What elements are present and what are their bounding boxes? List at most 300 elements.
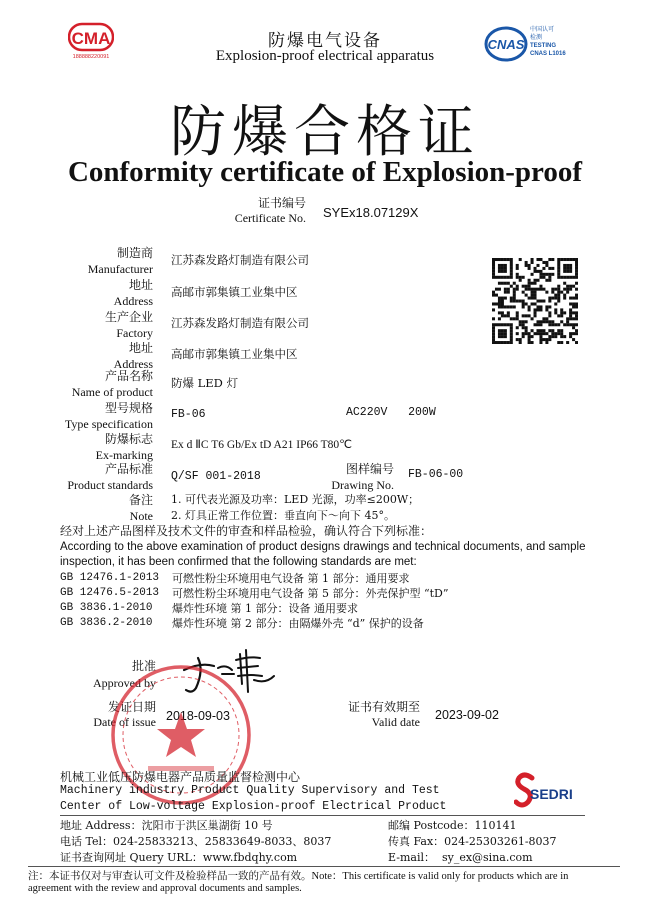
qr-module (498, 323, 501, 326)
qr-module (569, 264, 572, 267)
qr-module (572, 276, 575, 279)
qr-module (531, 282, 534, 285)
qr-module (548, 320, 551, 323)
qr-module (519, 323, 522, 326)
qr-module (542, 338, 545, 341)
qr-module (531, 302, 534, 305)
qr-module (516, 267, 519, 270)
qr-module (572, 258, 575, 261)
qr-module (560, 341, 563, 344)
qr-module (548, 273, 551, 276)
qr-module (510, 323, 513, 326)
qr-module (575, 323, 578, 326)
qr-module (560, 258, 563, 261)
qr-module (525, 285, 528, 288)
qr-module (563, 267, 566, 270)
qr-module (557, 332, 560, 335)
valid-label-cn: 证书有效期至 (347, 700, 420, 714)
qr-module (498, 267, 501, 270)
qr-module (557, 329, 560, 332)
qr-module (557, 258, 560, 261)
qr-module (525, 332, 528, 335)
qr-module (572, 323, 575, 326)
qr-module (560, 311, 563, 314)
qr-module (516, 326, 519, 329)
qr-module (554, 335, 557, 338)
address1-label (0, 277, 153, 309)
qr-module (504, 291, 507, 294)
qr-module (557, 267, 560, 270)
qr-module (548, 305, 551, 308)
qr-module (510, 261, 513, 264)
qr-module (575, 270, 578, 273)
qr-module (572, 311, 575, 314)
qr-module (522, 276, 525, 279)
qr-module (528, 285, 531, 288)
qr-module (539, 258, 542, 261)
qr-module (572, 302, 575, 305)
qr-module (501, 311, 504, 314)
qr-module (501, 264, 504, 267)
qr-module (510, 267, 513, 270)
qr-module (498, 288, 501, 291)
qr-module (539, 308, 542, 311)
qr-module (566, 291, 569, 294)
qr-module (495, 288, 498, 291)
qr-module (504, 297, 507, 300)
qr-module (575, 267, 578, 270)
product-label (0, 368, 153, 400)
qr-module (557, 297, 560, 300)
qr-module (513, 317, 516, 320)
qr-module (542, 288, 545, 291)
qr-module (513, 297, 516, 300)
qr-module (492, 302, 495, 305)
qr-module (560, 320, 563, 323)
qr-module (516, 276, 519, 279)
qr-module (519, 300, 522, 303)
qr-module (498, 335, 501, 338)
qr-module (542, 332, 545, 335)
qr-module (498, 302, 501, 305)
qr-module (516, 332, 519, 335)
qr-module (575, 305, 578, 308)
address2-value: 高邮市郭集镇工业集中区 (171, 347, 298, 361)
qr-module (531, 288, 534, 291)
qr-module (566, 264, 569, 267)
note-line-2: 2. 灯具正常工作位置：垂直向下～向下 45°。 (171, 509, 395, 522)
qr-module (569, 335, 572, 338)
qr-module (539, 323, 542, 326)
qr-module (510, 258, 513, 261)
qr-module (522, 291, 525, 294)
qr-module (504, 276, 507, 279)
qr-module (554, 302, 557, 305)
qr-module (492, 291, 495, 294)
qr-module (510, 305, 513, 308)
qr-module (501, 276, 504, 279)
type-value: FB-06 (171, 408, 206, 421)
qr-module (536, 320, 539, 323)
qr-module (516, 300, 519, 303)
qr-module (548, 297, 551, 300)
type-label-cn: 型号规格 (104, 401, 153, 415)
qr-module (575, 273, 578, 276)
qr-module (557, 270, 560, 273)
standard-number: GB 12476.5-2013 (60, 587, 160, 599)
qr-module (507, 323, 510, 326)
valid-label (330, 700, 420, 730)
qr-module (492, 338, 495, 341)
qr-module (569, 308, 572, 311)
sedri-text: SEDRI (530, 786, 573, 802)
qr-module (551, 323, 554, 326)
main-title-cn: 防爆合格证 (170, 100, 480, 165)
qr-module (519, 338, 522, 341)
qr-module (545, 305, 548, 308)
organization-cn: 机械工业低压防爆电器产品质量监督检测中心 (60, 770, 301, 784)
qr-module (572, 317, 575, 320)
qr-module (539, 285, 542, 288)
qr-module (548, 311, 551, 314)
statement-en-2: inspection, it has been confirmed that the following standards are met: (60, 556, 417, 568)
qr-module (575, 314, 578, 317)
qr-module (551, 335, 554, 338)
qr-module (557, 285, 560, 288)
type-label (0, 400, 153, 432)
qr-module (566, 267, 569, 270)
issue-label-en: Date of issue (93, 715, 156, 729)
qr-module (542, 300, 545, 303)
qr-module (569, 276, 572, 279)
organization-en-1: Machinery industry Product Quality Supervisory and Test (60, 784, 440, 797)
certificate-label (220, 196, 306, 226)
qr-module (531, 273, 534, 276)
qr-module (572, 297, 575, 300)
drawing-value: FB-06-00 (408, 468, 464, 481)
qr-module (569, 297, 572, 300)
qr-module (575, 294, 578, 297)
qr-module (501, 267, 504, 270)
qr-module (551, 297, 554, 300)
qr-module (542, 267, 545, 270)
header-title-en: Explosion-proof electrical apparatus (215, 48, 435, 64)
qr-module (575, 329, 578, 332)
qr-module (539, 338, 542, 341)
qr-module (551, 258, 554, 261)
approved-label-cn: 批准 (131, 659, 156, 673)
qr-module (492, 323, 495, 326)
qr-module (545, 341, 548, 344)
divider (60, 815, 585, 816)
qr-module (563, 258, 566, 261)
qr-module (525, 329, 528, 332)
qr-module (504, 270, 507, 273)
qr-module (501, 258, 504, 261)
qr-module (545, 261, 548, 264)
factory-label-en: Factory (116, 326, 153, 340)
qr-module (534, 282, 537, 285)
qr-module (534, 291, 537, 294)
qr-module (522, 300, 525, 303)
qr-module (492, 326, 495, 329)
qr-module (569, 267, 572, 270)
qr-module (525, 314, 528, 317)
footnote-line-1: 注：本证书仅对与审查认可文件及检验样品一致的产品有效。Note：This certificate is valid only for products which are in (28, 871, 569, 882)
qr-module (569, 317, 572, 320)
qr-module (519, 341, 522, 344)
qr-module (551, 267, 554, 270)
qr-module (528, 288, 531, 291)
qr-module (492, 267, 495, 270)
qr-module (572, 305, 575, 308)
standard-name: 爆炸性环境 第 2 部分：由隔爆外壳 “d” 保护的设备 (172, 617, 424, 630)
qr-module (557, 341, 560, 344)
qr-module (536, 332, 539, 335)
qr-module (498, 317, 501, 320)
qr-module (563, 276, 566, 279)
qr-module (525, 261, 528, 264)
qr-module (507, 288, 510, 291)
qr-module (560, 314, 563, 317)
standards-label-en: Product standards (67, 478, 153, 492)
qr-module (501, 332, 504, 335)
qr-module (548, 335, 551, 338)
qr-module (531, 261, 534, 264)
qr-code (492, 258, 578, 344)
qr-module (548, 279, 551, 282)
qr-module (507, 291, 510, 294)
cnas-mark: CNAS (487, 37, 525, 52)
certificate-label-cn: 证书编号 (257, 196, 306, 210)
qr-module (563, 297, 566, 300)
qr-module (575, 311, 578, 314)
approved-label-en: Approved by (93, 676, 156, 690)
product-label-cn: 产品名称 (104, 369, 153, 383)
qr-module (566, 276, 569, 279)
qr-module (563, 264, 566, 267)
qr-module (575, 282, 578, 285)
qr-module (504, 314, 507, 317)
qr-module (534, 314, 537, 317)
contact-query-url: 证书查询网址 Query URL：www.fbdqhy.com (60, 851, 298, 864)
qr-module (528, 267, 531, 270)
qr-module (536, 308, 539, 311)
qr-module (531, 258, 534, 261)
qr-module (504, 288, 507, 291)
qr-module (545, 273, 548, 276)
qr-module (531, 335, 534, 338)
qr-module (501, 270, 504, 273)
qr-module (492, 276, 495, 279)
qr-module (516, 288, 519, 291)
qr-module (551, 288, 554, 291)
qr-module (557, 314, 560, 317)
note-label-en: Note (129, 509, 153, 523)
certificate-number: SYEx18.07129X (323, 205, 419, 220)
qr-module (569, 314, 572, 317)
qr-module (566, 320, 569, 323)
issue-date: 2018-09-03 (166, 709, 230, 723)
qr-module (554, 294, 557, 297)
qr-module (548, 276, 551, 279)
qr-module (522, 335, 525, 338)
qr-module (510, 329, 513, 332)
qr-module (528, 264, 531, 267)
address1-label-en: Address (113, 294, 153, 308)
qr-module (572, 338, 575, 341)
qr-module (528, 335, 531, 338)
qr-module (534, 302, 537, 305)
qr-module (569, 270, 572, 273)
qr-module (504, 267, 507, 270)
standard-name: 可燃性粉尘环境用电气设备 第 5 部分：外壳保护型 “tD” (172, 587, 449, 600)
qr-module (507, 314, 510, 317)
qr-module (525, 302, 528, 305)
qr-module (542, 261, 545, 264)
standard-number: GB 3836.2-2010 (60, 617, 153, 629)
qr-module (513, 291, 516, 294)
qr-module (522, 323, 525, 326)
qr-module (498, 258, 501, 261)
qr-module (557, 273, 560, 276)
qr-module (513, 300, 516, 303)
qr-module (554, 288, 557, 291)
cma-mark: CMA (71, 29, 111, 48)
qr-module (498, 282, 501, 285)
qr-module (548, 338, 551, 341)
qr-module (510, 317, 513, 320)
qr-module (539, 300, 542, 303)
qr-module (492, 317, 495, 320)
qr-module (563, 294, 566, 297)
qr-module (575, 264, 578, 267)
qr-module (554, 332, 557, 335)
note-label-cn: 备注 (128, 493, 153, 507)
qr-module (513, 294, 516, 297)
qr-module (575, 258, 578, 261)
manufacturer-label-en: Manufacturer (87, 262, 153, 276)
qr-module (507, 311, 510, 314)
qr-module (551, 332, 554, 335)
exmarking-label-en: Ex-marking (95, 448, 153, 462)
qr-module (557, 291, 560, 294)
qr-module (522, 332, 525, 335)
qr-module (554, 308, 557, 311)
qr-module (519, 320, 522, 323)
qr-module (539, 288, 542, 291)
qr-module (566, 285, 569, 288)
qr-module (498, 264, 501, 267)
qr-module (501, 323, 504, 326)
qr-module (510, 335, 513, 338)
qr-module (539, 305, 542, 308)
qr-module (548, 314, 551, 317)
qr-module (498, 276, 501, 279)
drawing-label (320, 461, 394, 493)
qr-module (525, 294, 528, 297)
qr-module (548, 258, 551, 261)
note-label (0, 492, 153, 524)
qr-module (504, 323, 507, 326)
factory-label-cn: 生产企业 (104, 310, 153, 324)
standards-label-cn: 产品标准 (104, 462, 153, 476)
qr-module (516, 311, 519, 314)
qr-module (575, 288, 578, 291)
standards-value: Q/SF 001-2018 (171, 470, 261, 483)
qr-module (495, 276, 498, 279)
qr-module (539, 329, 542, 332)
qr-module (536, 270, 539, 273)
qr-module (498, 329, 501, 332)
qr-module (498, 341, 501, 344)
qr-module (516, 338, 519, 341)
qr-module (575, 297, 578, 300)
qr-module (507, 341, 510, 344)
qr-module (501, 314, 504, 317)
sedri-logo (514, 770, 576, 810)
qr-module (572, 332, 575, 335)
manufacturer-label (0, 245, 153, 277)
statement-en-1: According to the above examination of product designs drawings and technical documents, and sample (60, 541, 586, 553)
qr-module (554, 323, 557, 326)
qr-module (575, 341, 578, 344)
cma-number: 188888220091 (72, 54, 110, 60)
qr-module (566, 258, 569, 261)
qr-module (498, 270, 501, 273)
qr-module (501, 297, 504, 300)
qr-module (519, 276, 522, 279)
qr-module (501, 329, 504, 332)
qr-module (522, 302, 525, 305)
qr-module (575, 276, 578, 279)
qr-module (510, 276, 513, 279)
qr-module (557, 294, 560, 297)
qr-module (536, 264, 539, 267)
qr-module (554, 311, 557, 314)
cnas-line-1: 中国认可 (530, 26, 555, 33)
qr-module (528, 332, 531, 335)
qr-module (557, 288, 560, 291)
qr-module (536, 279, 539, 282)
qr-module (566, 323, 569, 326)
qr-module (569, 285, 572, 288)
qr-module (563, 335, 566, 338)
qr-module (536, 329, 539, 332)
qr-module (504, 282, 507, 285)
qr-module (534, 297, 537, 300)
qr-module (531, 297, 534, 300)
qr-module (522, 326, 525, 329)
qr-module (534, 270, 537, 273)
qr-module (528, 338, 531, 341)
qr-module (510, 338, 513, 341)
qr-module (522, 285, 525, 288)
qr-module (498, 305, 501, 308)
qr-module (534, 323, 537, 326)
cnas-line-4: CNAS L1016 (530, 51, 566, 57)
qr-module (545, 317, 548, 320)
type-label-en: Type specification (64, 417, 153, 431)
qr-module (575, 302, 578, 305)
qr-module (560, 329, 563, 332)
qr-module (510, 326, 513, 329)
qr-module (566, 288, 569, 291)
qr-module (501, 341, 504, 344)
header-title-cn: 防爆电气设备 (268, 31, 382, 51)
qr-module (539, 273, 542, 276)
qr-module (495, 294, 498, 297)
